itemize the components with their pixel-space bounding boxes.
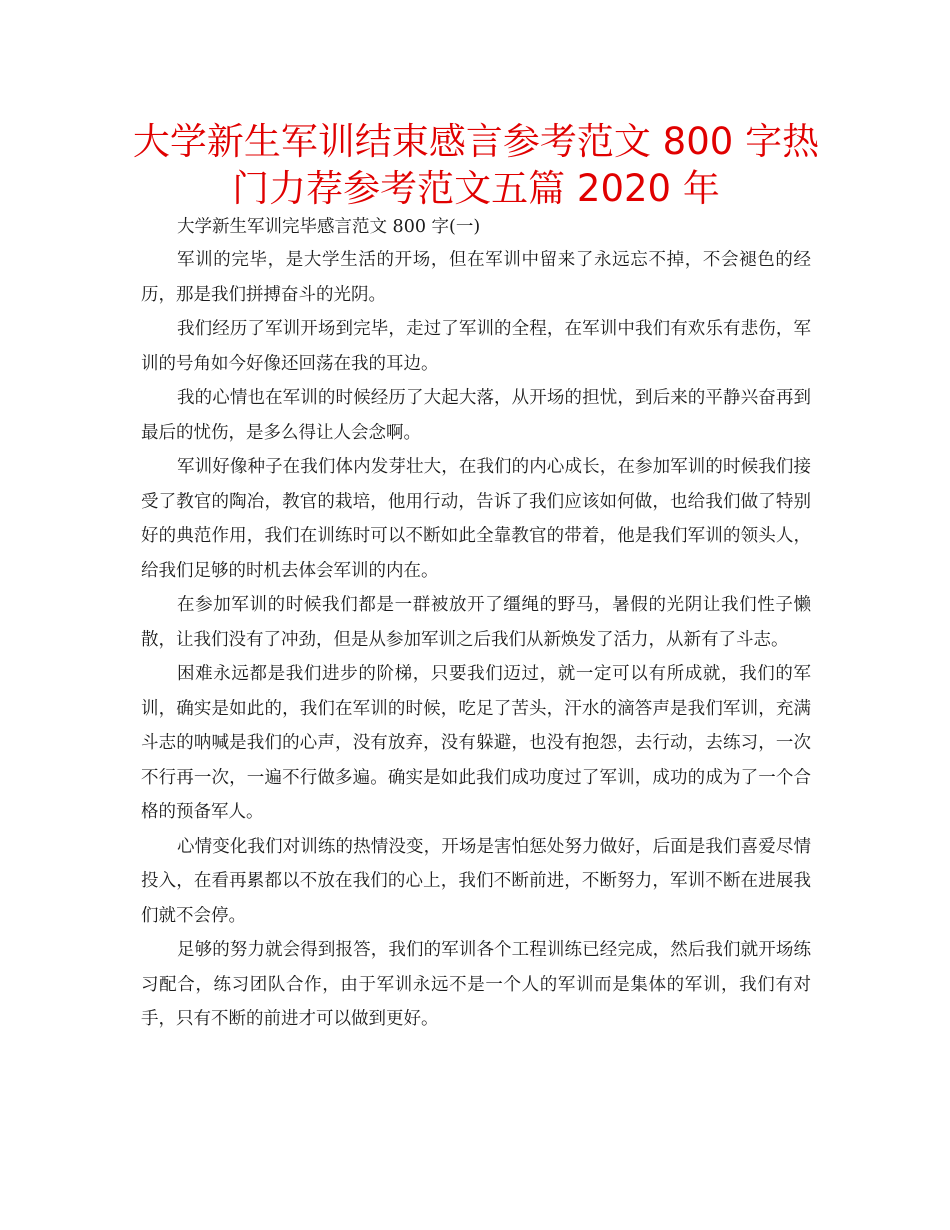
document-title: 大学新生军训结束感言参考范文 800 字热门力荐参考范文五篇 2020 年 <box>132 120 820 210</box>
document-body <box>141 211 811 1037</box>
paragraph: 军训的完毕，是大学生活的开场，但在军训中留来了永远忘不掉，不会褪色的经历，那是我们拼搏奋斗的光阴。 <box>141 250 811 305</box>
paragraph: 困难永远都是我们进步的阶梯，只要我们迈过，就一定可以有所成就，我们的军训，确实是如此的，我们在军训的时候，吃足了苦头，汗水的滴答声是我们军训，充满斗志的呐喊是我们的心声，没有放弃，没有躲避，也没有抱怨，去行动，去练习，一次不行再一次，一遍不行做多遍。确实是如此我们成功度过了军训，成功的成为了一个合格的预备军人。 <box>141 664 811 822</box>
paragraph: 足够的努力就会得到报答，我们的军训各个工程训练已经完成，然后我们就开场练习配合，练习团队合作，由于军训永远不是一个人的军训而是集体的军训，我们有对手，只有不断的前进才可以做到更好。 <box>141 940 811 1029</box>
paragraph: 我的心情也在军训的时候经历了大起大落，从开场的担忧，到后来的平静兴奋再到最后的忧伤，是多么得让人会念啊。 <box>141 388 811 443</box>
paragraph: 心情变化我们对训练的热情没变，开场是害怕惩处努力做好，后面是我们喜爱尽情投入，在看再累都以不放在我们的心上，我们不断前进，不断努力，军训不断在进展我们就不会停。 <box>141 836 811 926</box>
paragraph: 在参加军训的时候我们都是一群被放开了缰绳的野马，暑假的光阴让我们性子懒散，让我们没有了冲劲，但是从参加军训之后我们从新焕发了活力，从新有了斗志。 <box>141 595 811 650</box>
paragraph: 军训好像种子在我们体内发芽壮大，在我们的内心成长，在参加军训的时候我们接受了教官的陶冶，教官的栽培，他用行动，告诉了我们应该如何做，也给我们做了特别好的典范作用，我们在训练时可以不断如此全靠教官的带着，他是我们军训的领头人，给我们足够的时机去体会军训的内在。 <box>141 457 811 581</box>
paragraph: 我们经历了军训开场到完毕，走过了军训的全程，在军训中我们有欢乐有悲伤，军训的号角如今好像还回荡在我的耳边。 <box>141 319 811 374</box>
essay-subtitle: 大学新生军训完毕感言范文 800 字(一) <box>177 217 481 237</box>
